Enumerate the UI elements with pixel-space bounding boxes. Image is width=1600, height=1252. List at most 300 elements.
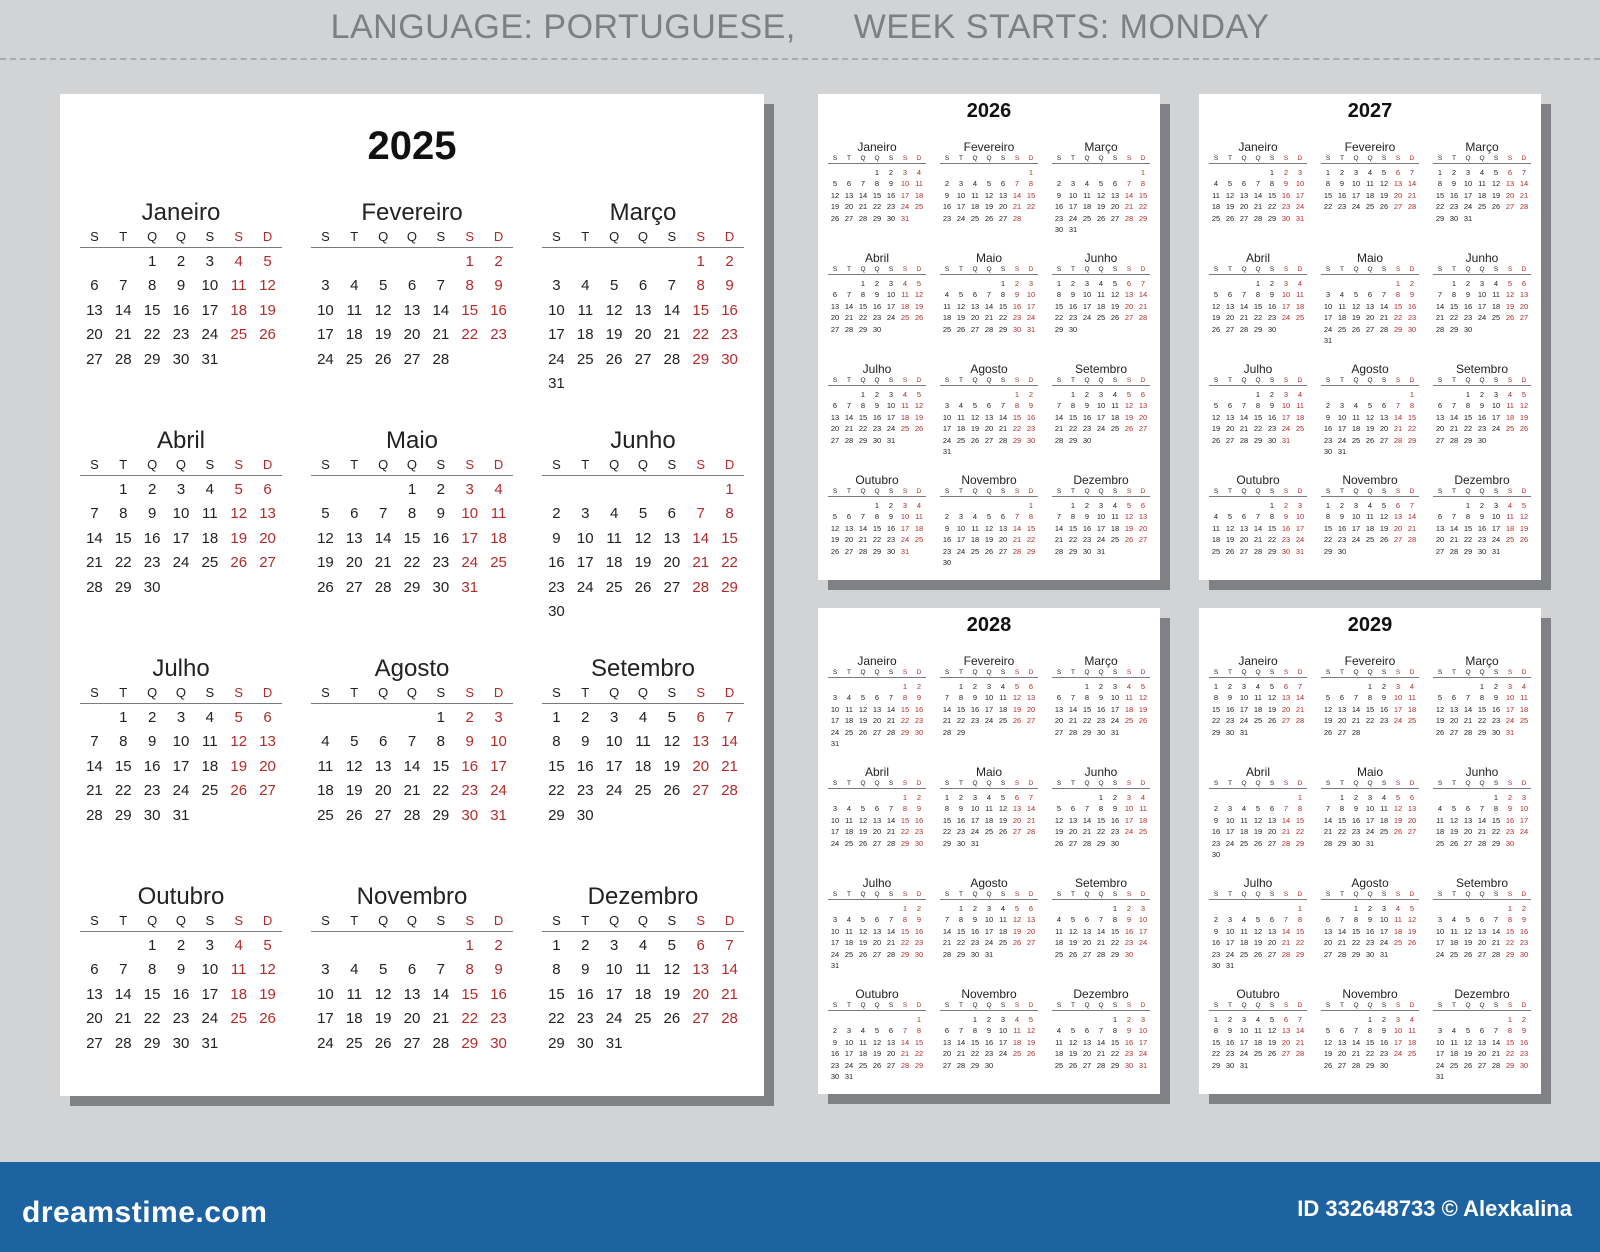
weekday-label: S (888, 891, 894, 898)
day-cell: 12 (1267, 693, 1277, 703)
day-cell: 22 (432, 782, 450, 800)
day-cell: 11 (1520, 693, 1528, 703)
day-cell: 24 (844, 1060, 854, 1070)
day-cell: 30 (1323, 447, 1333, 456)
day-cell: 9 (832, 1037, 838, 1047)
day-cell: 27 (1068, 838, 1078, 848)
weekday-label: D (1140, 669, 1146, 676)
day-cell: 22 (1435, 202, 1445, 212)
day-cell: 4 (1213, 512, 1219, 522)
weekday-label: Q (1084, 155, 1090, 162)
day-cell: 18 (1351, 424, 1361, 434)
day-cell: 28 (1068, 727, 1078, 737)
day-cell: 12 (970, 412, 980, 422)
day-cell: 22 (956, 716, 966, 726)
day-cell: 6 (407, 961, 417, 979)
weekday-label: S (1395, 266, 1401, 273)
month-maio (1321, 251, 1419, 348)
weekday-header (940, 487, 1038, 496)
day-cell: 26 (1124, 535, 1134, 545)
weekday-label: S (944, 669, 950, 676)
day-cell: 10 (830, 815, 840, 825)
day-cell: 2 (465, 709, 474, 726)
day-cell: 12 (1365, 412, 1375, 422)
day-cell: 23 (1026, 424, 1036, 434)
day-cell: 12 (914, 290, 924, 300)
weekday-label: Q (860, 891, 866, 898)
day-cell: 10 (1323, 301, 1333, 311)
day-cell: 27 (1449, 727, 1459, 737)
month-janeiro (80, 198, 282, 398)
day-cell: 24 (1138, 1049, 1148, 1059)
day-cell: 20 (1068, 827, 1078, 837)
day-cell: 25 (1295, 424, 1305, 434)
day-cell: 2 (1269, 279, 1275, 288)
day-cell: 28 (1096, 1060, 1106, 1070)
day-cell: 9 (1098, 693, 1104, 703)
weekday-label: S (1493, 1002, 1499, 1009)
day-cell: 30 (914, 727, 924, 737)
day-cell: 22 (1026, 202, 1036, 212)
day-cell: 14 (1323, 815, 1333, 825)
weekday-label: S (1395, 891, 1401, 898)
day-cell: 17 (1519, 815, 1529, 825)
day-cell: 10 (956, 523, 966, 533)
day-cell: 30 (1096, 727, 1106, 737)
day-cell: 8 (147, 961, 157, 979)
day-cell: 15 (1054, 301, 1064, 311)
day-cell: 24 (605, 1010, 623, 1028)
day-cell: 11 (1296, 290, 1304, 300)
day-cell: 28 (998, 435, 1008, 445)
day-cell: 15 (1491, 815, 1501, 825)
day-cell: 3 (1479, 279, 1485, 288)
weekday-header (828, 265, 926, 274)
weekday-label: S (1213, 266, 1219, 273)
day-cell: 6 (874, 804, 880, 814)
day-cell: 18 (1449, 938, 1459, 948)
weekday-rule (940, 899, 1038, 900)
month-name: Fevereiro (1344, 140, 1396, 154)
day-cell: 18 (345, 326, 363, 344)
day-cell: 19 (1110, 301, 1120, 311)
weekday-label: Q (147, 229, 158, 244)
day-cell: 8 (1056, 290, 1062, 300)
weekday-label: Q (1084, 780, 1090, 787)
day-cell: 13 (1435, 523, 1445, 533)
day-cell: 7 (944, 915, 950, 925)
day-cell: 31 (900, 546, 910, 556)
day-cell: 3 (1084, 279, 1090, 288)
day-cell: 14 (1351, 1037, 1361, 1047)
weekday-header (1321, 487, 1419, 496)
weekday-rule (80, 475, 282, 476)
day-cell: 28 (1082, 838, 1092, 848)
day-cell: 21 (114, 1010, 132, 1028)
day-cell: 22 (1505, 938, 1515, 948)
day-cell: 2 (986, 1015, 992, 1024)
day-cell: 1 (1028, 501, 1034, 510)
day-cell: 23 (490, 326, 507, 344)
weekday-label: D (1409, 155, 1415, 162)
day-cell: 1 (1451, 279, 1457, 288)
day-cell: 28 (886, 949, 896, 959)
day-cell: 2 (832, 1026, 838, 1036)
day-cell: 18 (1253, 704, 1263, 714)
day-cell: 7 (119, 961, 128, 979)
weekday-label: T (847, 1002, 851, 1009)
day-cell: 31 (1295, 546, 1305, 556)
day-cell: 18 (490, 529, 507, 547)
day-cell: 16 (1082, 523, 1092, 533)
day-cell: 1 (1395, 279, 1401, 288)
day-cell: 18 (1211, 202, 1221, 212)
day-cell: 3 (944, 401, 950, 411)
day-cell: 4 (1367, 501, 1373, 510)
day-cell: 12 (1253, 815, 1263, 825)
weekday-label: T (1071, 669, 1075, 676)
weekday-header (1209, 154, 1307, 163)
month-name: Dezembro (1073, 473, 1129, 487)
year-title: 2026 (966, 100, 1012, 122)
day-cell: 26 (1012, 938, 1022, 948)
day-cell: 22 (692, 326, 710, 344)
day-cell: 13 (1082, 1037, 1092, 1047)
weekday-label: S (902, 155, 908, 162)
day-cell: 15 (143, 985, 161, 1003)
day-cell: 21 (1491, 938, 1501, 948)
day-cell: 12 (858, 704, 868, 714)
day-cell: 28 (1351, 727, 1361, 737)
weekday-label: S (1381, 891, 1387, 898)
weekday-label: Q (1255, 891, 1261, 898)
day-cell: 6 (90, 961, 99, 979)
weekday-label: S (1000, 488, 1006, 495)
day-cell: 3 (1241, 1015, 1247, 1024)
day-cell: 27 (984, 435, 994, 445)
day-cell: 17 (1026, 301, 1036, 311)
weekday-label: Q (1098, 1002, 1104, 1009)
day-cell: 7 (667, 277, 677, 295)
day-cell: 27 (1026, 716, 1036, 726)
month-dezembro (1433, 473, 1531, 570)
day-cell: 3 (1140, 904, 1146, 913)
day-cell: 25 (490, 554, 507, 572)
day-cell: 21 (692, 554, 710, 572)
month-novembro (940, 987, 1038, 1084)
day-cell: 19 (1267, 704, 1277, 714)
day-cell: 5 (860, 693, 866, 703)
weekday-header (828, 890, 926, 899)
day-cell: 9 (1409, 290, 1415, 300)
weekday-label: S (1493, 669, 1499, 676)
day-cell: 5 (832, 179, 838, 189)
day-cell: 1 (1493, 793, 1499, 802)
day-cell: 3 (1395, 682, 1401, 691)
day-cell: 25 (844, 838, 854, 848)
day-cell: 26 (230, 554, 248, 572)
weekday-label: S (667, 913, 677, 928)
day-cell: 27 (1054, 727, 1064, 737)
day-cell: 21 (1096, 938, 1106, 948)
day-cell: 6 (874, 915, 880, 925)
day-cell: 20 (1365, 313, 1375, 323)
weekday-label: D (916, 377, 922, 384)
weekday-label: S (1056, 780, 1062, 787)
day-cell: 22 (1295, 938, 1305, 948)
day-cell: 29 (1463, 546, 1473, 556)
day-cell: 16 (432, 529, 450, 547)
weekday-header (828, 1001, 926, 1010)
day-cell: 7 (860, 512, 866, 522)
day-cell: 4 (1140, 793, 1146, 802)
weekday-rule (311, 931, 513, 932)
month-dezembro (1052, 987, 1150, 1084)
day-cell: 30 (461, 806, 479, 824)
weekday-label: T (847, 377, 851, 384)
day-cell: 24 (956, 546, 966, 556)
weekday-header (1052, 265, 1150, 274)
day-cell: 2 (1339, 168, 1345, 177)
weekday-label: D (493, 229, 504, 244)
month-name: Abril (156, 427, 205, 454)
day-cell: 19 (663, 985, 681, 1003)
day-cell: 26 (1323, 727, 1333, 737)
day-cell: 6 (667, 505, 677, 523)
day-cell: 1 (860, 390, 866, 399)
day-cell: 16 (942, 202, 952, 212)
day-cell: 9 (1479, 512, 1485, 522)
weekday-rule (828, 788, 926, 789)
day-cell: 23 (1082, 535, 1092, 545)
day-cell: 7 (1283, 915, 1289, 925)
day-cell: 26 (663, 1010, 681, 1028)
day-cell: 4 (1056, 915, 1062, 925)
day-cell: 14 (942, 926, 952, 936)
weekday-label: S (1014, 377, 1020, 384)
day-cell: 21 (998, 424, 1008, 434)
day-cell: 26 (998, 827, 1008, 837)
day-cell: 21 (886, 827, 896, 837)
day-cell: 23 (1054, 213, 1064, 223)
day-cell: 8 (1465, 401, 1471, 411)
day-cell: 25 (1012, 1049, 1022, 1059)
footer-logo[interactable] (22, 1196, 267, 1230)
weekday-label: Q (1098, 891, 1104, 898)
day-cell: 11 (1240, 926, 1248, 936)
weekday-header (542, 684, 744, 702)
weekday-label: S (1126, 891, 1132, 898)
day-cell: 28 (432, 1034, 450, 1052)
weekday-header (542, 456, 744, 474)
day-cell: 13 (374, 757, 392, 775)
day-cell: 22 (1393, 313, 1403, 323)
day-cell: 30 (143, 806, 161, 824)
day-cell: 14 (721, 733, 738, 751)
weekday-label: S (1381, 377, 1387, 384)
day-cell: 27 (998, 546, 1008, 556)
day-cell: 3 (846, 1026, 852, 1036)
weekday-rule (828, 899, 926, 900)
day-cell: 3 (494, 709, 503, 726)
day-cell: 1 (1269, 168, 1275, 177)
weekday-label: S (1112, 377, 1118, 384)
day-cell: 25 (1054, 1060, 1064, 1070)
day-cell: 19 (1505, 301, 1515, 311)
day-cell: 24 (1239, 1049, 1249, 1059)
day-cell: 17 (886, 301, 896, 311)
day-cell: 5 (350, 733, 359, 751)
day-cell: 17 (605, 985, 623, 1003)
weekday-label: Q (986, 488, 992, 495)
day-cell: 5 (1493, 168, 1499, 177)
day-cell: 13 (1239, 190, 1249, 200)
day-cell: 18 (1295, 412, 1305, 422)
day-cell: 28 (1449, 546, 1459, 556)
day-cell: 27 (998, 213, 1008, 223)
day-cell: 26 (984, 213, 994, 223)
day-cell: 14 (721, 961, 738, 979)
day-cell: 14 (1054, 523, 1064, 533)
day-cell: 9 (944, 523, 950, 533)
day-cell: 3 (176, 481, 186, 498)
day-cell: 9 (1507, 804, 1513, 814)
weekday-label: S (1437, 266, 1443, 273)
day-cell: 5 (1255, 915, 1261, 925)
day-cell: 3 (1493, 390, 1499, 399)
day-cell: 5 (874, 1026, 880, 1036)
weekday-label: Q (874, 780, 880, 787)
weekday-label: S (1437, 377, 1443, 384)
day-cell: 21 (1449, 535, 1459, 545)
month-name: Outubro (137, 883, 225, 910)
weekday-label: Q (378, 457, 389, 472)
weekday-label: D (1521, 266, 1527, 273)
day-cell: 6 (696, 709, 705, 726)
day-cell: 9 (1283, 179, 1289, 189)
day-cell: 12 (230, 733, 248, 751)
day-cell: 14 (663, 301, 681, 319)
day-cell: 6 (1325, 915, 1331, 925)
day-cell: 26 (1267, 1049, 1277, 1059)
day-cell: 6 (1269, 804, 1275, 814)
day-cell: 15 (1253, 412, 1263, 422)
day-cell: 16 (1267, 412, 1277, 422)
day-cell: 12 (1435, 704, 1445, 714)
day-cell: 6 (1084, 915, 1090, 925)
day-cell: 6 (1409, 793, 1415, 802)
day-cell: 8 (874, 179, 880, 189)
day-cell: 9 (972, 693, 978, 703)
day-cell: 21 (721, 757, 738, 775)
day-cell: 26 (1323, 1060, 1333, 1070)
day-cell: 19 (1124, 523, 1134, 533)
day-cell: 2 (1126, 904, 1132, 913)
month-julho (828, 362, 926, 459)
day-cell: 16 (1407, 301, 1417, 311)
day-cell: 20 (886, 1049, 896, 1059)
day-cell: 7 (90, 505, 99, 523)
weekday-rule (1321, 496, 1419, 497)
weekday-rule (1052, 274, 1150, 275)
day-cell: 26 (1351, 324, 1361, 334)
day-cell: 22 (1449, 313, 1459, 323)
day-cell: 2 (1521, 1015, 1527, 1024)
day-cell: 13 (1124, 290, 1134, 300)
day-cell: 6 (1437, 401, 1443, 411)
weekday-label: Q (175, 685, 187, 700)
day-cell: 28 (1379, 324, 1389, 334)
weekday-header (1209, 779, 1307, 788)
weekday-rule (1209, 274, 1307, 275)
month-name: Março (1084, 654, 1118, 668)
day-cell: 2 (725, 253, 734, 270)
day-cell: 26 (663, 782, 681, 800)
weekday-label: S (436, 913, 446, 928)
weekday-rule (1433, 496, 1531, 497)
day-cell: 1 (902, 682, 908, 691)
weekday-label: S (1126, 377, 1132, 384)
day-cell: 22 (900, 716, 910, 726)
day-cell: 10 (201, 277, 219, 295)
weekday-label: S (436, 685, 446, 700)
day-cell: 4 (1409, 682, 1415, 691)
month-name: Março (1084, 140, 1118, 154)
day-cell: 6 (1521, 279, 1527, 288)
day-cell: 18 (1012, 1037, 1022, 1047)
day-cell: 20 (1477, 1049, 1487, 1059)
day-cell: 27 (1477, 1060, 1487, 1070)
day-cell: 26 (230, 782, 248, 800)
day-cell: 29 (858, 324, 868, 334)
day-cell: 23 (1379, 716, 1389, 726)
day-cell: 27 (1281, 716, 1291, 726)
day-cell: 16 (914, 815, 924, 825)
day-cell: 2 (1028, 390, 1034, 399)
day-cell: 18 (942, 313, 952, 323)
weekday-label: S (832, 266, 838, 273)
weekday-label: Q (1479, 780, 1485, 787)
day-cell: 6 (638, 277, 648, 295)
day-cell: 4 (494, 481, 503, 498)
day-cell: 9 (176, 277, 186, 295)
day-cell: 20 (259, 757, 276, 775)
day-cell: 28 (1407, 202, 1417, 212)
weekday-label: Q (1255, 377, 1261, 384)
day-cell: 5 (958, 290, 964, 300)
weekday-label: S (1507, 891, 1513, 898)
day-cell: 14 (1435, 301, 1445, 311)
day-cell: 29 (1323, 546, 1333, 556)
footer-logo-text: dreamstime.com (22, 1196, 268, 1229)
day-cell: 16 (872, 301, 882, 311)
day-cell: 27 (259, 782, 276, 800)
day-cell: 6 (972, 290, 978, 300)
day-cell: 28 (900, 1060, 910, 1070)
day-cell: 14 (1295, 1026, 1305, 1036)
day-cell: 17 (490, 757, 507, 775)
day-cell: 10 (1225, 815, 1235, 825)
day-cell: 8 (1395, 290, 1401, 300)
day-cell: 31 (490, 806, 507, 824)
day-cell: 25 (1239, 838, 1249, 848)
day-cell: 29 (872, 213, 882, 223)
day-cell: 15 (114, 529, 132, 547)
day-cell: 16 (984, 1037, 994, 1047)
day-cell: 17 (998, 1037, 1008, 1047)
weekday-label: Q (1255, 266, 1261, 273)
day-cell: 4 (1479, 168, 1485, 177)
